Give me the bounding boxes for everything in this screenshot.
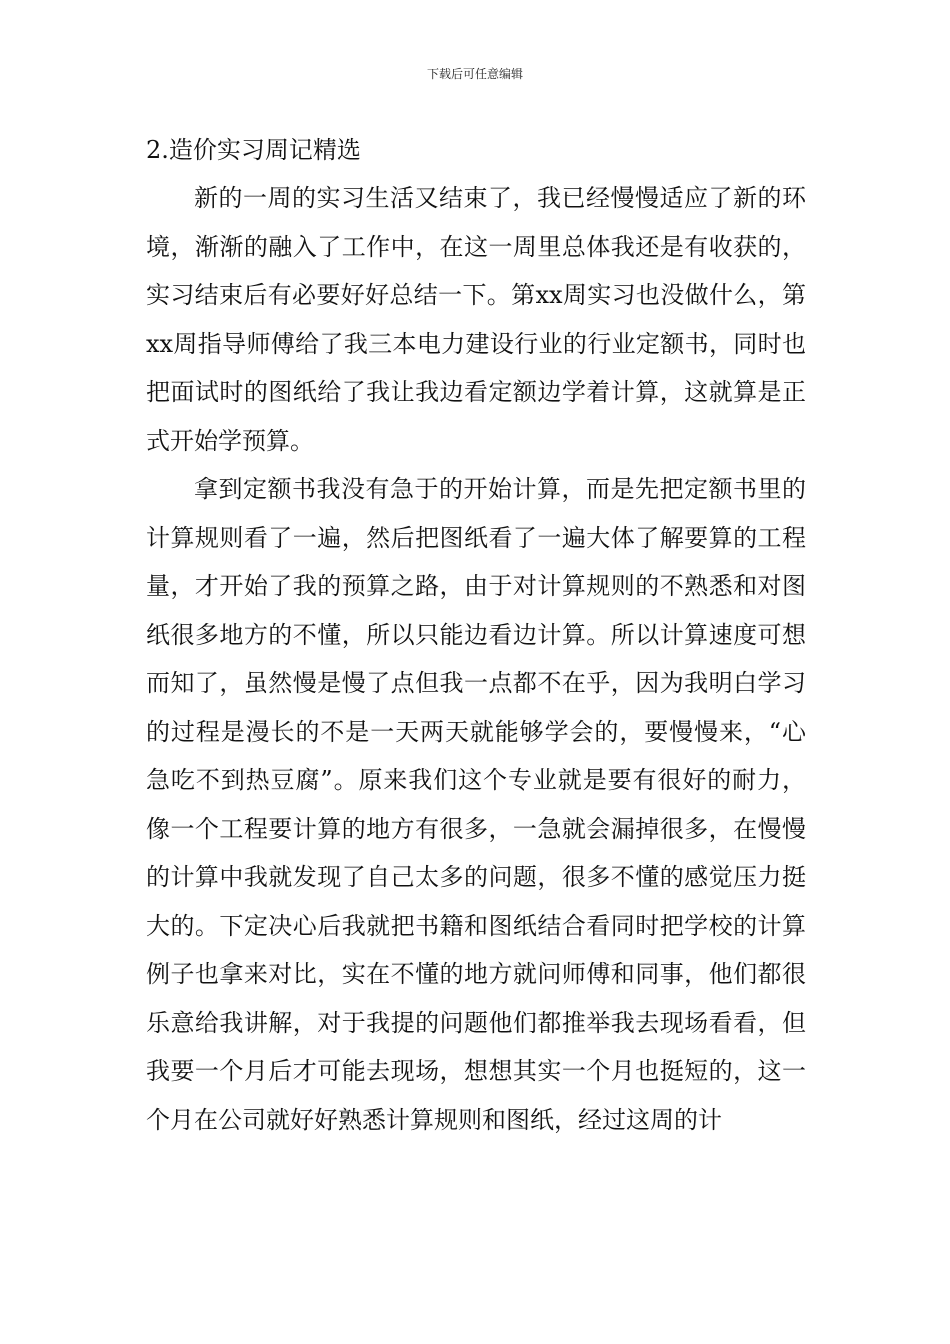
- paragraph-1: 新的一周的实习生活又结束了，我已经慢慢适应了新的环境，渐渐的融入了工作中，在这一周里总体我还是有收获的，实习结束后有必要好好总结一下。第xx周实习也没做什么，第xx周指导师傅给了我三本电力建设行业的行业定额书，同时也把面试时的图纸给了我让我边看定额边学着计算，这就算是正式开始学预算。: [146, 184, 806, 455]
- paragraph-2: 拿到定额书我没有急于的开始计算，而是先把定额书里的计算规则看了一遍，然后把图纸看了一遍大体了解要算的工程量，才开始了我的预算之路，由于对计算规则的不熟悉和对图纸很多地方的不懂，所以只能边看边计算。所以计算速度可想而知了，虽然慢是慢了点但我一点都不在乎，因为我明白学习的过程是漫长的不是一天两天就能够学会的，要慢慢来，“心急吃不到热豆腐”。原来我们这个专业就是要有很好的耐力，像一个工程要计算的地方有很多，一急就会漏掉很多，在慢慢的计算中我就发现了自己太多的问题，很多不懂的感觉压力挺大的。下定决心后我就把书籍和图纸结合看同时把学校的计算例子也拿来对比，实在不懂的地方就问师傅和同事，他们都很乐意给我讲解，对于我提的问题他们都推举我去现场看看，但我要一个月后才可能去现场，想想其实一个月也挺短的，这一个月在公司就好好熟悉计算规则和图纸，经过这周的计: [146, 475, 806, 1134]
- document-body: [146, 126, 806, 1144]
- page-header-note: 下载后可任意编辑: [426, 67, 523, 81]
- document-title: 2.造价实习周记精选: [146, 136, 361, 164]
